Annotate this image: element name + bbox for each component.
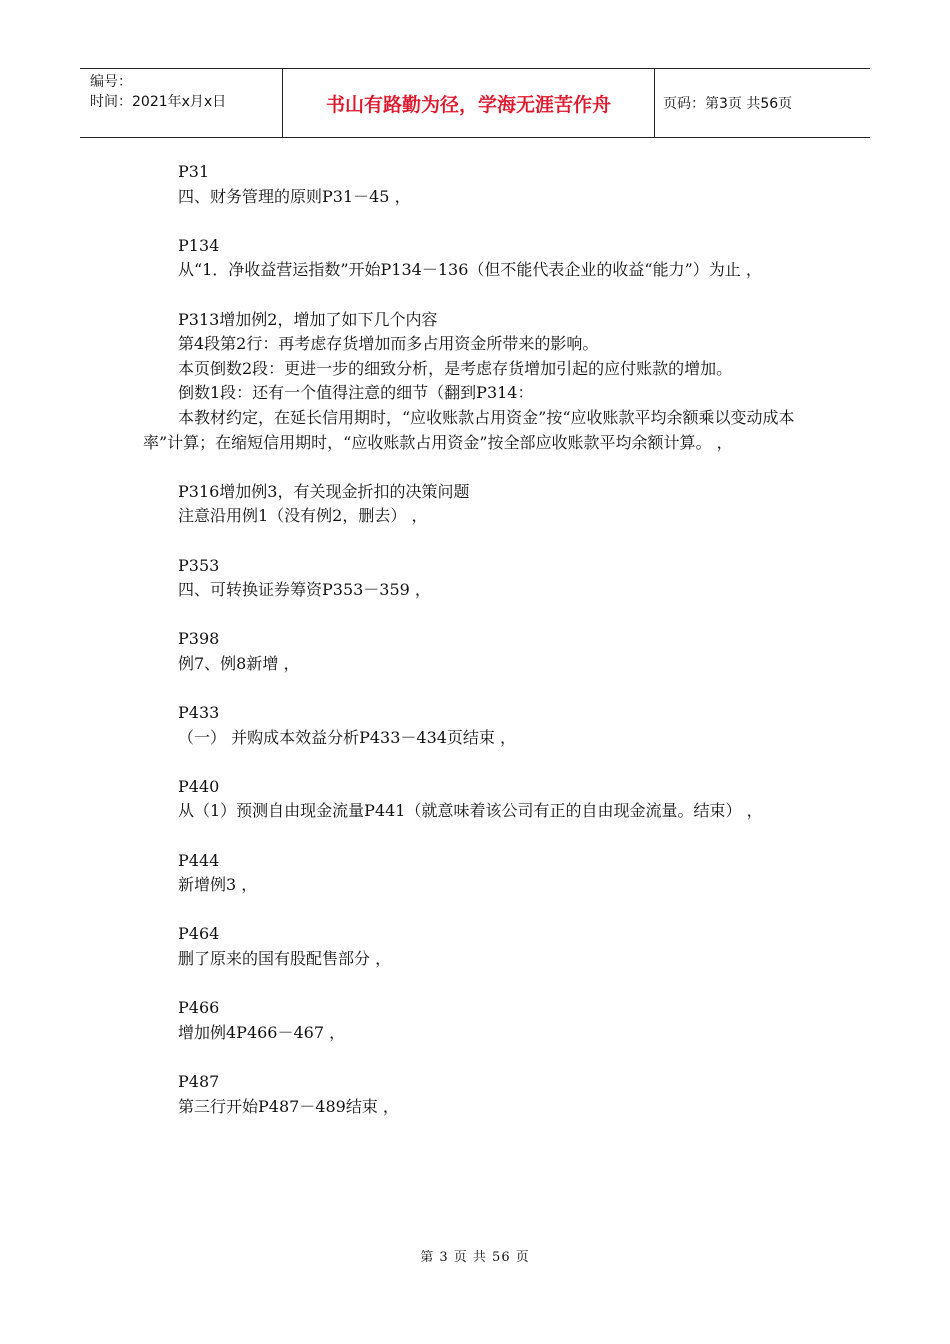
paragraph: 倒数1段：还有一个值得注意的细节（翻到P314： — [178, 383, 534, 403]
paragraph: （一） 并购成本效益分析P433－434页结束 ， — [178, 727, 517, 747]
paragraph: P466 — [178, 998, 220, 1018]
paragraph: 第三行开始P487－489结束 ， — [178, 1096, 399, 1116]
paragraph: 例7、例8新增 ， — [178, 653, 300, 673]
paragraph: 本页倒数2段：更进一步的细致分析，是考虑存货增加引起的应付账款的增加。 — [178, 358, 733, 378]
paragraph: P31 — [178, 162, 210, 181]
paragraph-gap — [143, 824, 808, 849]
code-label: 编号： — [90, 74, 132, 90]
paragraph-gap — [143, 283, 808, 308]
paragraph: P398 — [178, 629, 220, 649]
paragraph: 四、可转换证券筹资P353－359 ， — [178, 580, 431, 600]
paragraph: 增加例4P466－467 ， — [178, 1022, 346, 1042]
paragraph: 四、财务管理的原则P31－45 ， — [178, 186, 411, 206]
paragraph: P487 — [178, 1071, 220, 1091]
paragraph: P353 — [178, 555, 220, 575]
paragraph-gap — [143, 529, 808, 554]
paragraph: P444 — [178, 850, 220, 870]
paragraph: P316增加例3，有关现金折扣的决策问题 — [178, 481, 470, 501]
paragraph: P134 — [178, 235, 220, 255]
paragraph: 从（1）预测自由现金流量P441（就意味着该公司有正的自由现金流量。结束） ， — [178, 801, 763, 821]
paragraph: 本教材约定，在延长信用期时，“应收账款占用资金”按“应收账款平均余额乘以变动成本率”计算；在缩短信用期时，“应收账款占用资金”按全部应收账款平均余额计算。 ， — [143, 407, 795, 452]
document-body — [143, 160, 808, 1119]
page-footer: 第 3 页 共 56 页 — [420, 1250, 530, 1265]
paragraph-gap — [143, 603, 808, 628]
paragraph: 删了原来的国有股配售部分 ， — [178, 949, 392, 968]
paragraph: P313增加例2，增加了如下几个内容 — [178, 309, 438, 329]
paragraph-gap — [143, 898, 808, 923]
paragraph-gap — [143, 1045, 808, 1070]
header-page-label: 页码：第3页 共56页 — [663, 96, 793, 112]
paragraph: P464 — [178, 924, 220, 944]
header-motto: 书山有路勤为径，学海无涯苦作舟 — [283, 69, 655, 137]
paragraph-gap — [143, 676, 808, 701]
page-header — [80, 68, 870, 138]
paragraph-gap — [143, 455, 808, 480]
paragraph: P433 — [178, 703, 220, 723]
paragraph: P440 — [178, 776, 220, 796]
paragraph: 从“1．净收益营运指数”开始P134－136（但不能代表企业的收益“能力”）为止 ， — [178, 260, 762, 280]
paragraph: 新增例3 ， — [178, 875, 258, 895]
date-label: 时间：2021年x月x日 — [90, 94, 227, 110]
paragraph-gap — [143, 750, 808, 775]
paragraph: 第4段第2行：再考虑存货增加而多占用资金所带来的影响。 — [178, 334, 599, 354]
paragraph-gap — [143, 209, 808, 234]
paragraph-gap — [143, 972, 808, 997]
header-meta — [80, 69, 283, 137]
paragraph: 注意沿用例1（没有例2，删去） ， — [178, 506, 428, 526]
